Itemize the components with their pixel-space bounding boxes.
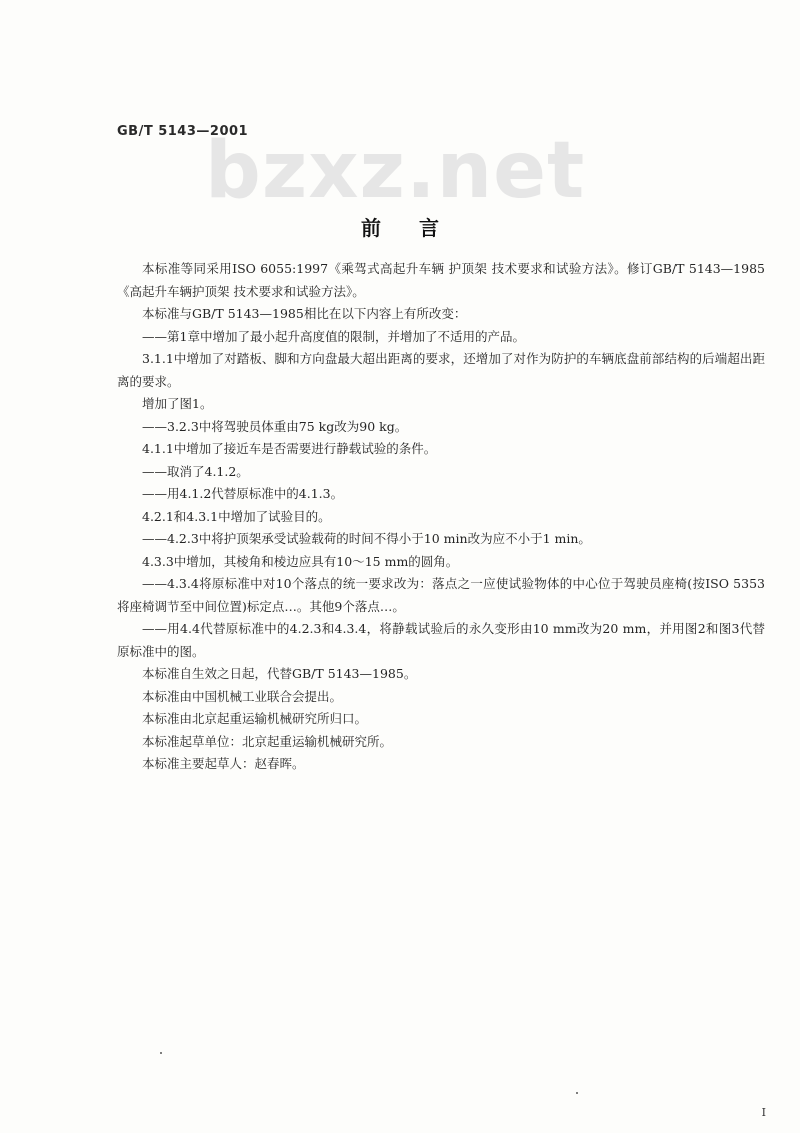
paragraph: ——4.2.3中将护顶架承受试验载荷的时间不得小于10 min改为应不小于1 min。 (142, 531, 591, 546)
paragraph: 4.1.1中增加了接近车是否需要进行静载试验的条件。 (142, 441, 437, 456)
standard-number: GB/T 5143—2001 (117, 124, 249, 139)
paragraph: 本标准由中国机械工业联合会提出。 (142, 688, 343, 704)
paragraph: ——4.3.4将原标准中对10个落点的统一要求改为：落点之一应使试验物体的中心位于驾驶员座椅(按ISO 5353将座椅调节至中间位置)标定点…。其他9个落点…。 (117, 576, 765, 614)
paragraph: ——用4.1.2代替原标准中的4.1.3。 (142, 486, 344, 501)
scan-speck (160, 1052, 162, 1054)
paragraph: 本标准自生效之日起，代替GB/T 5143—1985。 (142, 666, 417, 681)
paragraph: ——3.2.3中将驾驶员体重由75 kg改为90 kg。 (142, 418, 408, 434)
paragraph: 4.3.3中增加，其棱角和棱边应具有10～15 mm的圆角。 (142, 553, 459, 569)
paragraph: 本标准主要起草人：赵春晖。 (142, 756, 305, 771)
paragraph: 本标准由北京起重运输机械研究所归口。 (142, 711, 368, 726)
paragraph: 本标准起草单位：北京起重运输机械研究所。 (142, 733, 393, 749)
document-body (117, 258, 765, 776)
paragraph: 本标准等同采用ISO 6055:1997《乘驾式高起升车辆 护顶架 技术要求和试验方法》。修订GB/T 5143—1985《高起升车辆护顶架 技术要求和试验方法》。 (117, 261, 765, 299)
watermark-logo: bzxz.net (205, 126, 586, 216)
page-title: 前言 (361, 216, 477, 240)
paragraph: 4.2.1和4.3.1中增加了试验目的。 (142, 508, 331, 524)
paragraph: ——用4.4代替原标准中的4.2.3和4.3.4，将静载试验后的永久变形由10 mm改为20 mm，并用图2和图3代替原标准中的图。 (117, 621, 765, 659)
scan-speck (576, 1092, 578, 1094)
paragraph: 本标准与GB/T 5143—1985相比在以下内容上有所改变： (142, 306, 467, 321)
paragraph: 3.1.1中增加了对踏板、脚和方向盘最大超出距离的要求，还增加了对作为防护的车辆底盘前部结构的后端超出距离的要求。 (117, 351, 765, 389)
paragraph: 增加了图1。 (142, 396, 213, 411)
page-number: I (761, 1106, 766, 1119)
paragraph: ——取消了4.1.2。 (142, 463, 249, 479)
paragraph: ——第1章中增加了最小起升高度值的限制，并增加了不适用的产品。 (142, 328, 525, 344)
